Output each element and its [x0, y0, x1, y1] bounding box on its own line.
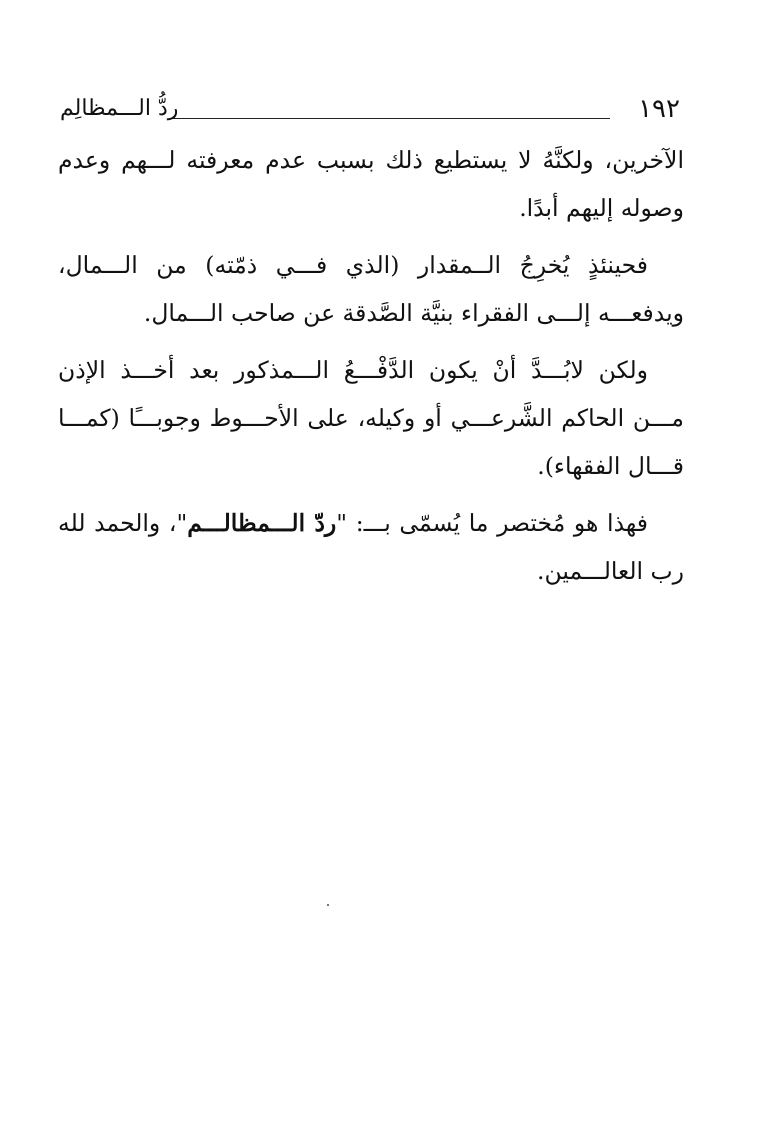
- paragraph-4: [58, 499, 684, 595]
- print-speck: [327, 904, 329, 906]
- running-title: ردُّ الـــمظالِم: [60, 96, 179, 121]
- highlighted-term: ردّ الـــمظالـــم: [187, 509, 337, 537]
- page-number: ١٩٢: [638, 94, 680, 124]
- paragraph-2: فحينئذٍ يُخرِجُ الــمقدار (الذي فـــي ذمّته) من الـــمال، ويدفعـــه إلـــى الفقراء بنيَّة الصَّدقة عن صاحب الـــمال.: [58, 251, 684, 327]
- paragraph-4-after: "، والحمد لله رب العالـــمين.: [58, 509, 684, 585]
- paragraph-3: ولكن لابُـــدَّ أنْ يكون الدَّفْـــعُ الـــمذكور بعد أخـــذ الإذن مـــن الحاكم الشَّرعـــي أو وكيله، على الأحـــوط وجوبـــًا (كمـــا قـــال الفقهاء).: [58, 356, 684, 480]
- page-header: [60, 92, 680, 132]
- body-text: [58, 136, 684, 604]
- paragraph-1: الآخرين، ولكنَّهُ لا يستطيع ذلك بسبب عدم معرفته لـــهم وعدم وصوله إليهم أبدًا.: [58, 146, 684, 222]
- paragraph-4-before: فهذا هو مُختصر ما يُسمّى بـــ: ": [336, 509, 648, 537]
- header-rule: [172, 118, 610, 119]
